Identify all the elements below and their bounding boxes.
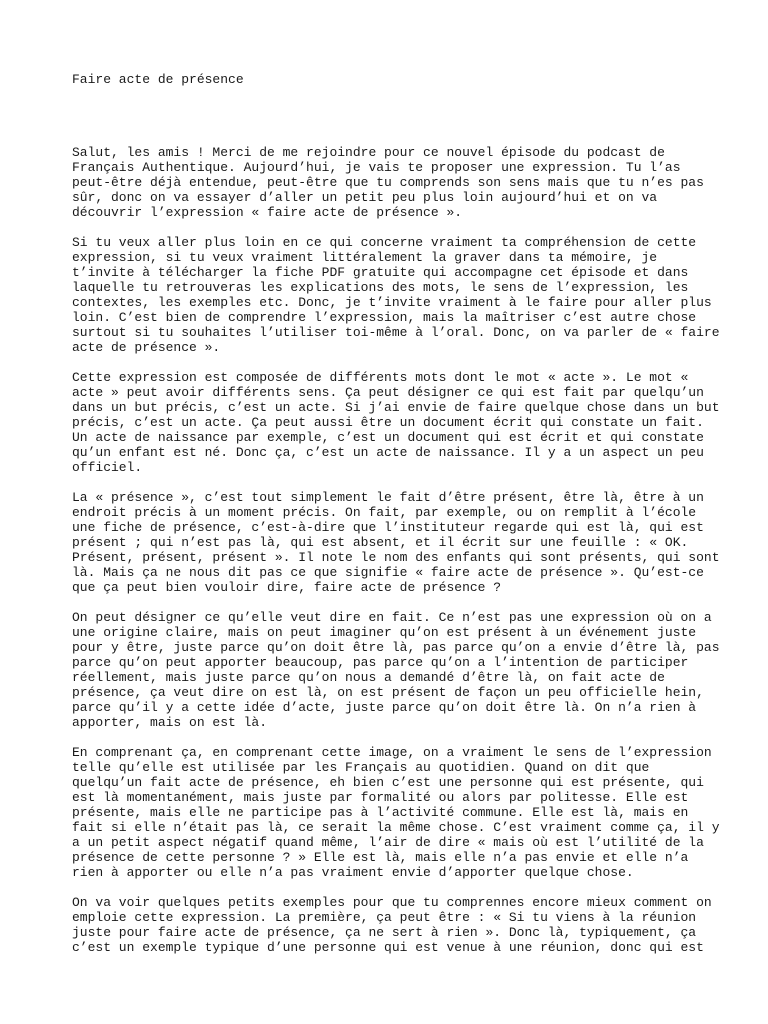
paragraph-intro: Salut, les amis ! Merci de me rejoindre pour ce nouvel épisode du podcast de Français Authentique. Aujourd’hui, je vais te proposer une expression. Tu l’as peut-être déjà entendue, peut-être que tu comprends son sens mais que tu n’es pas sûr, donc on va essayer d’aller un petit peu plus loin aujourd’hui et on va découvrir l’expression « faire acte de présence ».: [72, 145, 704, 220]
paragraph-presence-definition: La « présence », c’est tout simplement le fait d’être présent, être là, être à un endroit précis à un moment précis. On fait, par exemple, ou on remplit à l’école une fiche de présence, c’est-à-dire que l’instituteur regarde qui est là, qui est présent ; qui n’est pas là, qui est absent, et il écrit sur une feuille : « OK. Présent, présent, présent ». Il note le nom des enfants qui sont présents, qui sont là. Mais ça ne nous dit pas ce que signifie « faire acte de présence ». Qu’est-ce que ça peut bien vouloir dire, faire acte de présence ?: [72, 490, 720, 595]
paragraph-examples: On va voir quelques petits exemples pour que tu comprennes encore mieux comment on emploie cette expression. La première, ça peut être : « Si tu viens à la réunion juste pour faire acte de présence, ça ne sert à rien ». Donc là, typiquement, ça c’est un exemple typique d’une personne qui est venue à une réunion, donc qui est: [72, 895, 712, 955]
paragraph-usage: En comprenant ça, en comprenant cette image, on a vraiment le sens de l’expression telle qu’elle est utilisée par les Français au quotidien. Quand on dit que quelqu’un fait acte de présence, eh bien c’est une personne qui est présente, qui est là momentanément, mais juste par formalité ou alors par politesse. Elle est présente, mais elle ne participe pas à l’activité commune. Elle est là, mais en fait si elle n’était pas là, ce serait la même chose. C’est vraiment comme ça, il y a un petit aspect négatif quand même, l’air de dire « mais où est l’utilité de la présence de cette personne ? » Elle est là, mais elle n’a pas envie et elle n’a rien à apporter ou elle n’a pas vraiment envie d’apporter quelque chose.: [72, 745, 720, 880]
paragraph-pdf-invitation: Si tu veux aller plus loin en ce qui concerne vraiment ta compréhension de cette expression, si tu veux vraiment littéralement la graver dans ta mémoire, je t’invite à télécharger la fiche PDF gratuite qui accompagne cet épisode et dans laquelle tu retrouveras les explications des mots, le sens de l’expression, les contextes, les exemples etc. Donc, je t’invite vraiment à le faire pour aller plus loin. C’est bien de comprendre l’expression, mais la maîtriser c’est autre chose surtout si tu souhaites l’utiliser toi-même à l’oral. Donc, on va parler de « faire acte de présence ».: [72, 235, 720, 355]
document-body: [72, 145, 720, 970]
document-title: Faire acte de présence: [72, 72, 244, 87]
paragraph-meaning: On peut désigner ce qu’elle veut dire en fait. Ce n’est pas une expression où on a une origine claire, mais on peut imaginer qu’on est présent à un événement juste pour y être, juste parce qu’on doit être là, pas parce qu’on a envie d’être là, pas parce qu’on peut apporter beaucoup, pas parce qu’on a l’intention de participer réellement, mais juste parce qu’on nous a demandé d’être là, on fait acte de présence, ça veut dire on est là, on est présent de façon un peu officielle hein, parce qu’il y a cette idée d’acte, juste parce qu’on doit être là. On n’a rien à apporter, mais on est là.: [72, 610, 720, 730]
paragraph-acte-definition: Cette expression est composée de différents mots dont le mot « acte ». Le mot « acte » peut avoir différents sens. Ça peut désigner ce qui est fait par quelqu’un dans un but précis, c’est un acte. Si j’ai envie de faire quelque chose dans un but précis, c’est un acte. Ça peut aussi être un document écrit qui constate un fait. Un acte de naissance par exemple, c’est un document qui est écrit et qui constate qu’un enfant est né. Donc ça, c’est un acte de naissance. Il y a un aspect un peu officiel.: [72, 370, 720, 475]
